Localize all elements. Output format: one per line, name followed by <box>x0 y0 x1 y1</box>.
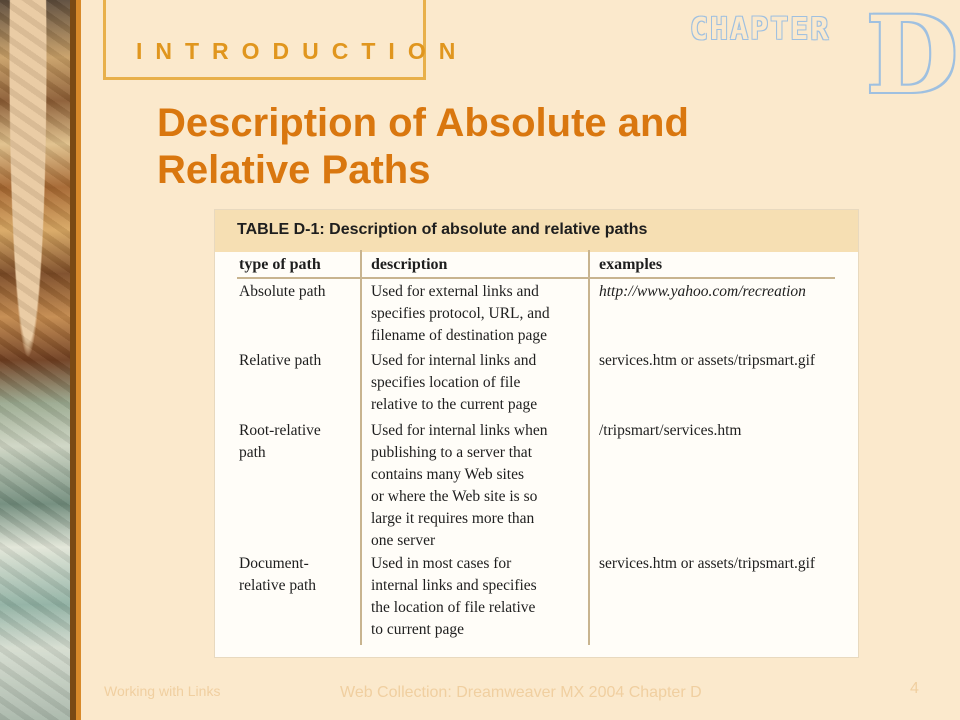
column-header-examples: examples <box>599 256 663 273</box>
column-header-description: description <box>371 256 448 273</box>
table-caption: TABLE D-1: Description of absolute and relative paths <box>237 221 648 238</box>
chapter-letter: D <box>866 0 958 117</box>
table-row-3-description <box>371 420 548 552</box>
header-rule <box>237 277 835 279</box>
cell-line: Root-relative <box>239 422 321 439</box>
cell-line: Used in most cases for <box>371 555 512 572</box>
cell-line: contains many Web sites <box>371 466 525 483</box>
table-row-4-example: services.htm or assets/tripsmart.gif <box>599 555 816 572</box>
paths-table <box>214 209 859 658</box>
table-row-1-type <box>239 281 326 303</box>
slide-title-line-1: Description of Absolute and <box>157 101 689 145</box>
table-row-3-type <box>239 420 321 464</box>
section-label: INTRODUCTION <box>136 38 469 64</box>
cell-line: relative to the current page <box>371 396 538 413</box>
table-row-3-example: /tripsmart/services.htm <box>599 422 742 439</box>
cell-line: Used for external links and <box>371 283 539 300</box>
chapter-word: CHAPTER <box>690 12 831 47</box>
page-number: 4 <box>910 680 919 697</box>
side-stripe <box>76 0 81 720</box>
cell-line: Relative path <box>239 352 322 369</box>
cell-line: one server <box>371 532 436 549</box>
cell-line: Document- <box>239 555 309 572</box>
cell-line: Absolute path <box>239 283 326 300</box>
table-row-2-example: services.htm or assets/tripsmart.gif <box>599 352 816 369</box>
cell-line: publishing to a server that <box>371 444 532 461</box>
column-divider <box>588 250 590 645</box>
slide-title-line-2: Relative Paths <box>157 148 431 192</box>
cell-line: specifies location of file <box>371 374 521 391</box>
cell-line: the location of file relative <box>371 599 536 616</box>
cell-line: specifies protocol, URL, and <box>371 305 550 322</box>
column-divider <box>360 250 362 645</box>
cell-line: or where the Web site is so <box>371 488 538 505</box>
cell-line: Used for internal links and <box>371 352 537 369</box>
table-row-4-type <box>239 553 316 597</box>
cell-line: filename of destination page <box>371 327 548 344</box>
cell-line: to current page <box>371 621 464 638</box>
table-row-1-example: http://www.yahoo.com/recreation <box>599 283 806 300</box>
table-row-2-description <box>371 350 537 416</box>
footer-section-title: Working with Links <box>104 683 221 699</box>
decorative-side-photo <box>0 0 70 720</box>
table-row-2-type <box>239 350 321 372</box>
cell-line: relative path <box>239 577 317 594</box>
cell-line: Used for internal links when <box>371 422 548 439</box>
cell-line: large it requires more than <box>371 510 535 527</box>
slide-title <box>157 100 847 194</box>
table-row-1-description <box>371 281 550 347</box>
footer-course-title: Web Collection: Dreamweaver MX 2004 Chapter D <box>340 684 702 701</box>
cell-line: path <box>239 444 266 461</box>
table-row-4-description <box>371 553 537 641</box>
column-header-type: type of path <box>239 256 321 273</box>
cell-line: internal links and specifies <box>371 577 537 594</box>
